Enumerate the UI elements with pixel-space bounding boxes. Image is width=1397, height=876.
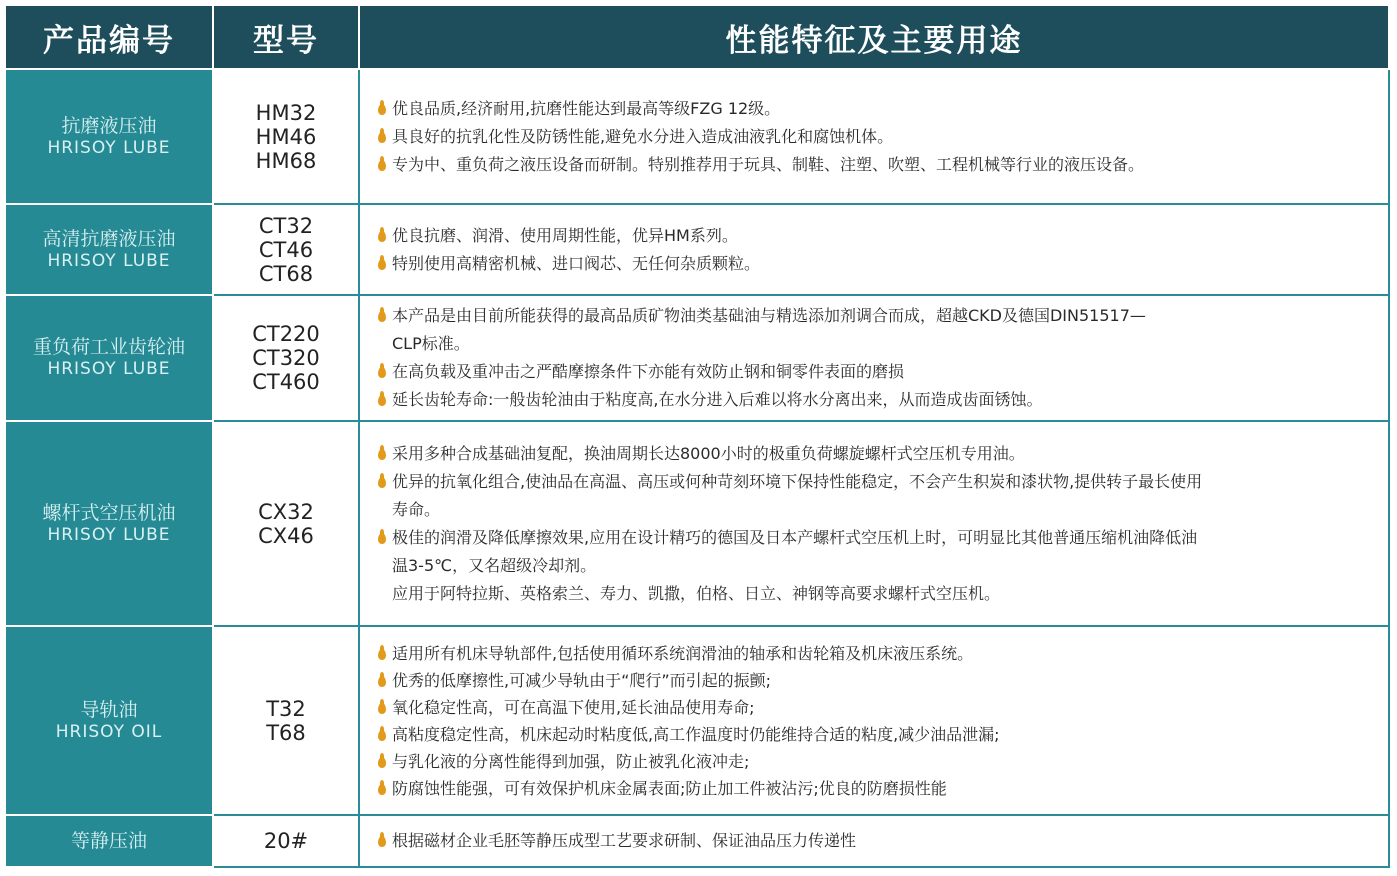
feature-item (378, 748, 1380, 775)
features-cell (359, 421, 1389, 626)
feature-text: 防腐蚀性能强，可有效保护机床金属表面;防止加工件被沾污;优良的防磨损性能 (392, 778, 947, 798)
product-table-container (4, 4, 1388, 868)
oil-drop-icon (378, 231, 386, 242)
feature-text: 优良抗磨、润滑、使用周期性能，优异HM系列。 (392, 225, 738, 245)
feature-item (378, 123, 1380, 151)
header-product-code: 产品编号 (5, 5, 213, 69)
model-number: HM32 (255, 100, 317, 125)
model-cell (213, 295, 359, 421)
product-name-en: HRISOY LUBE (47, 250, 171, 271)
oil-drop-icon (378, 757, 386, 768)
product-name-cell (5, 421, 213, 626)
table-row (5, 204, 1389, 295)
model-cell (213, 69, 359, 204)
oil-drop-icon (378, 477, 386, 488)
product-name-cn: 抗磨液压油 (61, 114, 157, 137)
feature-text-continued: 温3-5℃，又名超级冷却剂。 (392, 555, 597, 575)
feature-text-continued: 寿命。 (392, 499, 441, 519)
model-number: CT46 (258, 237, 314, 262)
oil-drop-icon (378, 730, 386, 741)
product-name-cn: 高清抗磨液压油 (42, 227, 176, 250)
feature-item (378, 694, 1380, 721)
oil-drop-icon (378, 104, 386, 115)
model-number: CT460 (252, 370, 320, 394)
model-cell (213, 626, 359, 815)
feature-item (378, 775, 1380, 802)
product-name-cn: 等静压油 (70, 830, 147, 852)
oil-drop-icon (378, 132, 386, 143)
table-row (5, 421, 1389, 626)
oil-drop-icon (378, 449, 386, 460)
oil-drop-icon (378, 703, 386, 714)
product-name-en: HRISOY LUBE (47, 359, 171, 379)
model-cell (213, 815, 359, 867)
feature-text: 氧化稳定性高，可在高温下使用,延长油品使用寿命; (392, 697, 755, 717)
header-model: 型号 (213, 5, 359, 69)
oil-drop-icon (378, 160, 386, 171)
oil-drop-icon (378, 533, 386, 544)
feature-text: 采用多种合成基础油复配，换油周期长达8000小时的极重负荷螺旋螺杆式空压机专用油。 (392, 443, 1025, 463)
header-row (5, 5, 1389, 69)
model-cell (213, 204, 359, 295)
table-body (5, 69, 1389, 867)
model-number: CT320 (252, 346, 320, 370)
feature-item (378, 721, 1380, 748)
header-features: 性能特征及主要用途 (359, 5, 1389, 69)
table-row (5, 69, 1389, 204)
product-name-cell (5, 204, 213, 295)
feature-text-continued: CLP标准。 (392, 334, 470, 353)
model-number: T68 (266, 720, 306, 745)
features-cell (359, 69, 1389, 204)
oil-drop-icon (378, 367, 386, 378)
oil-drop-icon (378, 311, 386, 322)
feature-item (378, 358, 1380, 386)
feature-text: 在高负载及重冲击之严酷摩擦条件下亦能有效防止钢和铜零件表面的磨损 (392, 362, 905, 381)
feature-item (378, 640, 1380, 667)
oil-drop-icon (378, 395, 386, 406)
feature-text: 专为中、重负荷之液压设备而研制。特别推荐用于玩具、制鞋、注塑、吹塑、工程机械等行业的液压设备。 (392, 154, 1145, 174)
feature-text: 具良好的抗乳化性及防锈性能,避免水分进入造成油液乳化和腐蚀机体。 (392, 126, 894, 146)
model-number: CT220 (252, 322, 320, 346)
feature-text: 高粘度稳定性高，机床起动时粘度低,高工作温度时仍能维持合适的粘度,减少油品泄漏; (392, 724, 1000, 744)
oil-drop-icon (378, 836, 386, 847)
oil-drop-icon (378, 676, 386, 687)
model-number: CX46 (258, 523, 314, 548)
model-number: HM68 (255, 148, 317, 173)
product-name-en: HRISOY LUBE (47, 137, 171, 158)
model-number: 20# (263, 829, 309, 853)
features-cell (359, 626, 1389, 815)
table-row (5, 815, 1389, 867)
feature-text: 延长齿轮寿命:一般齿轮油由于粘度高,在水分进入后难以将水分离出来，从而造成齿面锈蚀。 (392, 390, 1043, 409)
feature-item (378, 222, 1380, 250)
feature-item (378, 302, 1380, 330)
product-name-en: HRISOY LUBE (47, 524, 171, 545)
feature-item (378, 386, 1380, 414)
model-number: T32 (266, 696, 306, 721)
oil-drop-icon (378, 259, 386, 270)
feature-item (378, 827, 1380, 855)
model-number: CT68 (258, 261, 314, 286)
oil-drop-icon (378, 649, 386, 660)
feature-item (378, 468, 1380, 496)
model-number: HM46 (255, 124, 317, 149)
product-name-cell (5, 815, 213, 867)
table-row (5, 295, 1389, 421)
feature-text: 根据磁材企业毛胚等静压成型工艺要求研制、保证油品压力传递性 (392, 831, 857, 850)
product-name-cell (5, 626, 213, 815)
feature-item (378, 151, 1380, 179)
product-name-en: HRISOY OIL (55, 721, 163, 742)
feature-item (378, 440, 1380, 468)
feature-item (378, 524, 1380, 552)
oil-drop-icon (378, 784, 386, 795)
table-row (5, 626, 1389, 815)
product-name-cell (5, 69, 213, 204)
feature-text: 优良品质,经济耐用,抗磨性能达到最高等级FZG 12级。 (392, 98, 781, 118)
feature-item (378, 667, 1380, 694)
product-table (4, 4, 1390, 868)
product-name-cell (5, 295, 213, 421)
model-cell (213, 421, 359, 626)
features-cell (359, 295, 1389, 421)
feature-item (378, 250, 1380, 278)
model-number: CT32 (258, 213, 314, 238)
feature-item (378, 95, 1380, 123)
product-name-cn: 螺杆式空压机油 (42, 501, 176, 524)
feature-note: 应用于阿特拉斯、英格索兰、寿力、凯撒，伯格、日立、神钢等高要求螺杆式空压机。 (392, 583, 1001, 603)
product-name-cn: 重负荷工业齿轮油 (32, 336, 185, 358)
feature-text: 优异的抗氧化组合,使油品在高温、高压或何种苛刻环境下保持性能稳定，不会产生积炭和漆状物,提供转子最长使用 (392, 471, 1203, 491)
product-name-cn: 导轨油 (80, 698, 138, 721)
feature-text: 与乳化液的分离性能得到加强，防止被乳化液冲走; (392, 751, 750, 771)
feature-text: 本产品是由目前所能获得的最高品质矿物油类基础油与精选添加剂调合而成，超越CKD及德国DIN51517— (392, 306, 1146, 325)
features-cell (359, 815, 1389, 867)
features-cell (359, 204, 1389, 295)
model-number: CX32 (258, 499, 314, 524)
feature-text: 极佳的润滑及降低摩擦效果,应用在设计精巧的德国及日本产螺杆式空压机上时，可明显比其他普通压缩机油降低油 (392, 527, 1198, 547)
feature-text: 优秀的低摩擦性,可减少导轨由于“爬行”而引起的振颤; (392, 670, 772, 690)
feature-text: 特别使用高精密机械、进口阀芯、无任何杂质颗粒。 (392, 253, 761, 273)
feature-text: 适用所有机床导轨部件,包括使用循环系统润滑油的轴承和齿轮箱及机床液压系统。 (392, 643, 974, 663)
